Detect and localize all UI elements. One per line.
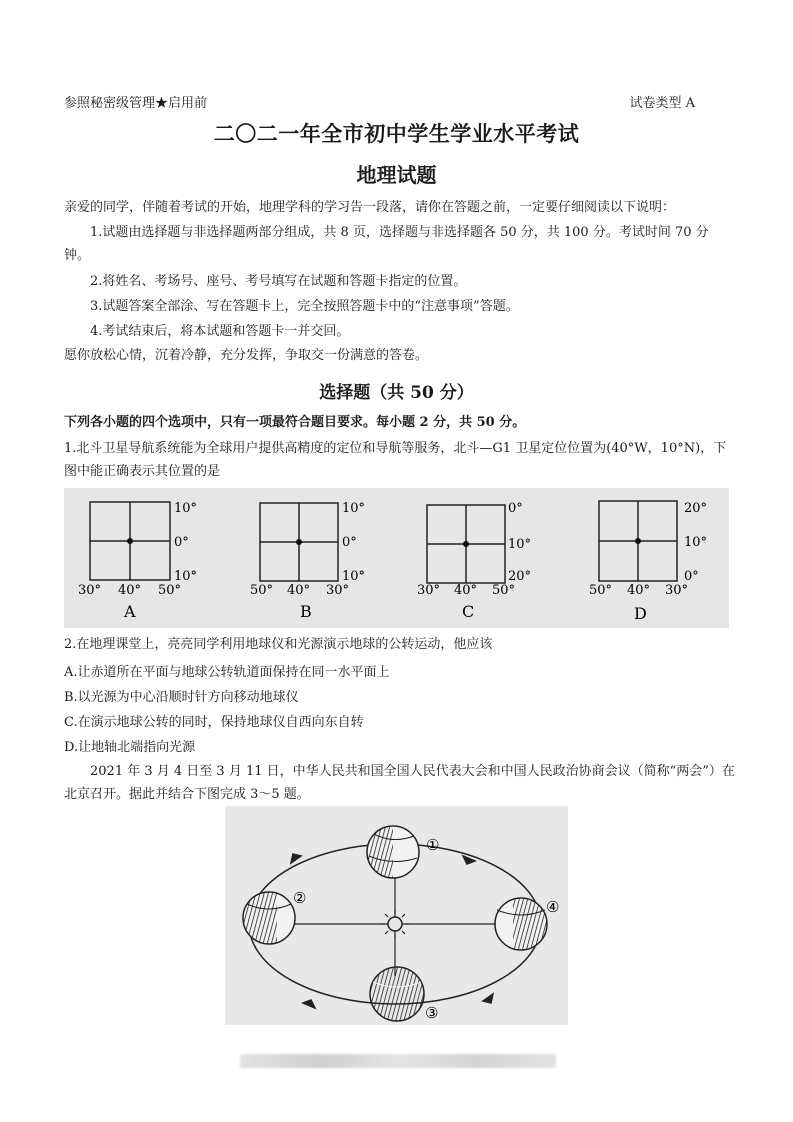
question-2-option-d: D.让地轴北端指向光源 — [64, 740, 196, 755]
question-2-stem: 2.在地理课堂上，亮亮同学利用地球仪和光源演示地球的公转运动，他应该 — [64, 637, 493, 652]
earth-position-4 — [495, 898, 547, 950]
grid-c-bottom-label-3: 50° — [492, 583, 516, 598]
section-note: 下列各小题的四个选项中，只有一项最符合题目要求。每小题 2 分，共 50 分。 — [64, 415, 526, 430]
grid-d-point — [635, 538, 641, 544]
grid-d-bottom-label-1: 50° — [589, 583, 613, 598]
grid-figure — [64, 488, 729, 628]
grid-c — [417, 501, 531, 621]
grid-b-bottom-label-1: 50° — [250, 583, 274, 598]
grid-c-point — [463, 541, 469, 547]
grid-b-right-label-1: 10° — [342, 501, 366, 516]
grid-d — [589, 501, 707, 623]
earth-position-3 — [370, 967, 424, 1021]
orbit-figure — [225, 806, 568, 1025]
instruction-2: 2.将姓名、考场号、座号、考号填写在试题和答题卡指定的位置。 — [90, 274, 467, 289]
instruction-4: 4.考试结束后，将本试题和答题卡一并交回。 — [90, 324, 350, 339]
earth-label-2: ② — [293, 889, 307, 907]
grid-c-option-letter: C — [462, 602, 475, 621]
earth-position-1 — [367, 826, 419, 878]
grid-b-right-label-2: 0° — [342, 535, 357, 550]
subject-title: 地理试题 — [356, 163, 437, 187]
context-text: 2021 年 3 月 4 日至 3 月 11 日，中华人民共和国全国人民代表大会和中国人民政治协商会议（简称“两会”）在北京召开。据此并结合下图完成 3～5 题。 — [64, 764, 735, 802]
question-2-option-a: A.让赤道所在平面与地球公转轨道面保持在同一水平面上 — [64, 665, 390, 680]
grid-b — [250, 501, 365, 621]
grid-c-bottom-label-2: 40° — [454, 583, 478, 598]
grid-c-right-label-2: 10° — [508, 537, 532, 552]
blurred-footer — [240, 1054, 556, 1068]
grid-d-right-label-2: 10° — [684, 535, 708, 550]
exam-title: 二〇二一年全市初中学生学业水平考试 — [213, 121, 580, 146]
grid-a-option-letter: A — [124, 602, 136, 621]
paper-type: 试卷类型 A — [629, 96, 695, 111]
earth-position-2 — [243, 892, 295, 944]
grid-a — [78, 501, 197, 621]
grid-a-bottom-label-1: 30° — [78, 583, 102, 598]
grid-a-right-label-3: 10° — [174, 569, 198, 584]
grid-a-right-label-1: 10° — [174, 501, 198, 516]
orbit-figure-svg — [225, 806, 568, 1025]
earth-label-1: ① — [426, 836, 440, 854]
grid-c-right-label-3: 20° — [508, 569, 532, 584]
earth-label-4: ④ — [546, 898, 560, 916]
intro-text: 亲爱的同学，伴随着考试的开始，地理学科的学习告一段落，请你在答题之前，一定要仔细阅读以下说明： — [64, 200, 676, 215]
grid-figure-svg — [64, 488, 729, 628]
instruction-3: 3.试题答案全部涂、写在答题卡上，完全按照答题卡中的“注意事项”答题。 — [90, 299, 519, 314]
grid-b-bottom-label-3: 30° — [326, 583, 350, 598]
instruction-1: 1.试题由选择题与非选择题两部分组成，共 8 页，选择题与非选择题各 50 分，共 100 分。考试时间 70 分钟。 — [64, 225, 709, 263]
grid-a-bottom-label-2: 40° — [118, 583, 142, 598]
grid-a-bottom-label-3: 50° — [158, 583, 182, 598]
grid-d-option-letter: D — [634, 604, 647, 623]
grid-c-bottom-label-1: 30° — [417, 583, 441, 598]
grid-d-right-label-3: 0° — [684, 569, 699, 584]
confidentiality-note: 参照秘密级管理★启用前 — [64, 96, 208, 111]
grid-b-bottom-label-2: 40° — [287, 583, 311, 598]
grid-b-point — [296, 539, 302, 545]
question-2-option-b: B.以光源为中心沿顺时针方向移动地球仪 — [64, 690, 299, 705]
grid-d-bottom-label-2: 40° — [627, 583, 651, 598]
question-2-option-c: C.在演示地球公转的同时，保持地球仪自西向东自转 — [64, 715, 364, 730]
grid-b-option-letter: B — [300, 602, 312, 621]
wish-text: 愿你放松心情，沉着冷静，充分发挥，争取交一份满意的答卷。 — [64, 348, 429, 363]
question-1-stem: 1.北斗卫星导航系统能为全球用户提供高精度的定位和导航等服务，北斗—G1 卫星定位位置为(40°W，10°N)，下图中能正确表示其位置的是 — [64, 441, 727, 479]
section-title: 选择题（共 50 分） — [319, 383, 474, 403]
grid-d-bottom-label-3: 30° — [665, 583, 689, 598]
grid-b-right-label-3: 10° — [342, 569, 366, 584]
grid-c-right-label-1: 0° — [508, 501, 523, 516]
grid-a-right-label-2: 0° — [174, 535, 189, 550]
earth-label-3: ③ — [425, 1004, 439, 1022]
grid-d-right-label-1: 20° — [684, 501, 708, 516]
grid-a-point — [127, 538, 133, 544]
